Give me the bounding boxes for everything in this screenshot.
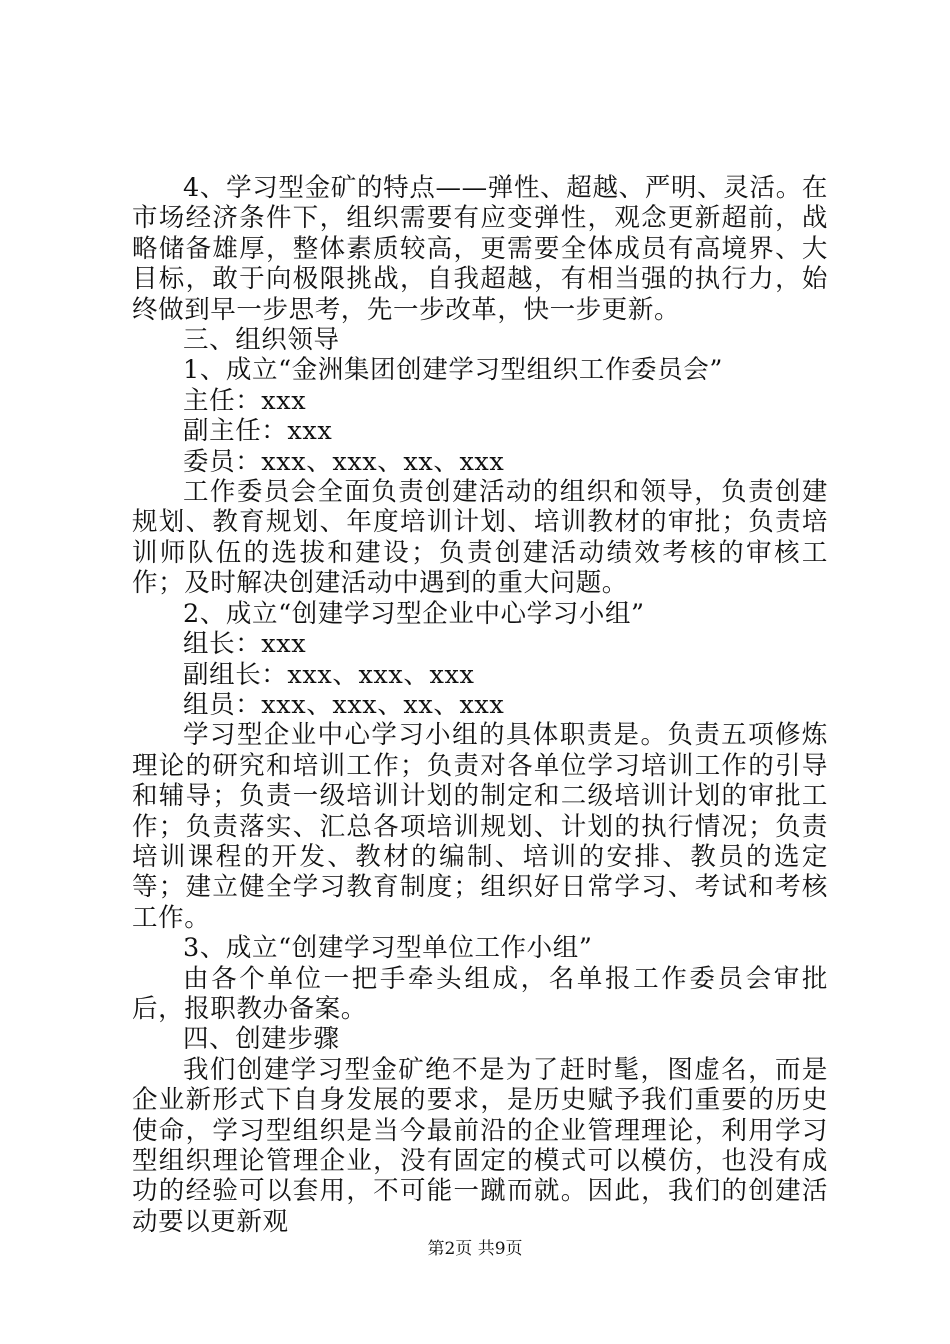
- subheading-unit-group: 3、成立“创建学习型单位工作小组”: [183, 933, 593, 964]
- subheading-committee: 1、成立“金洲集团创建学习型组织工作委员会”: [183, 355, 723, 386]
- committee-deputy-director: 副主任：xxx: [183, 416, 333, 447]
- study-group-deputy-leaders: 副组长：xxx、xxx、xxx: [183, 659, 475, 690]
- study-group-members: 组员：xxx、xxx、xx、xxx: [183, 689, 505, 720]
- paragraph-1: 4、学习型金矿的特点——弹性、超越、严明、灵活。在市场经济条件下，组织需要有应变弹性，观念更新超前，战略储备雄厚，整体素质较高，更需要全体成员有高境界、大目标，敢于向极限挑战，自我超越，有相当强的执行力，始终做到早一步思考，先一步改革，快一步更新。: [132, 173, 828, 325]
- paragraph-study-group-duties: 学习型企业中心学习小组的具体职责是。负责五项修炼理论的研究和培训工作；负责对各单位学习培训工作的引导和辅导；负责一级培训计划的制定和二级培训计划的审批工作；负责落实、汇总各项培训规划、计划的执行情况；负责培训课程的开发、教材的编制、培训的安排、教员的选定等；建立健全学习教育制度；组织好日常学习、考试和考核工作。: [132, 720, 828, 933]
- paragraph-steps: 我们创建学习型金矿绝不是为了赶时髦，图虚名，而是企业新形式下自身发展的要求，是历史赋予我们重要的历史使命，学习型组织是当今最前沿的企业管理理论，利用学习型组织理论管理企业，没有固定的模式可以模仿，也没有成功的经验可以套用，不可能一蹴而就。因此，我们的创建活动要以更新观: [132, 1054, 828, 1237]
- committee-director: 主任：xxx: [183, 385, 307, 416]
- page-number-footer: 第2页 共9页: [427, 1239, 523, 1259]
- subheading-study-group: 2、成立“创建学习型企业中心学习小组”: [183, 598, 645, 629]
- section-heading-steps: 四、创建步骤: [183, 1024, 340, 1055]
- committee-members: 委员：xxx、xxx、xx、xxx: [183, 446, 505, 477]
- paragraph-committee-duties: 工作委员会全面负责创建活动的组织和领导，负责创建规划、教育规划、年度培训计划、培训教材的审批；负责培训师队伍的选拔和建设；负责创建活动绩效考核的审核工作；及时解决创建活动中遇到的重大问题。: [132, 477, 828, 599]
- study-group-leader: 组长：xxx: [183, 629, 307, 660]
- section-heading-organization: 三、组织领导: [183, 325, 340, 356]
- paragraph-unit-group: 由各个单位一把手牵头组成，名单报工作委员会审批后，报职教办备案。: [132, 963, 828, 1024]
- document-body: [132, 173, 828, 1237]
